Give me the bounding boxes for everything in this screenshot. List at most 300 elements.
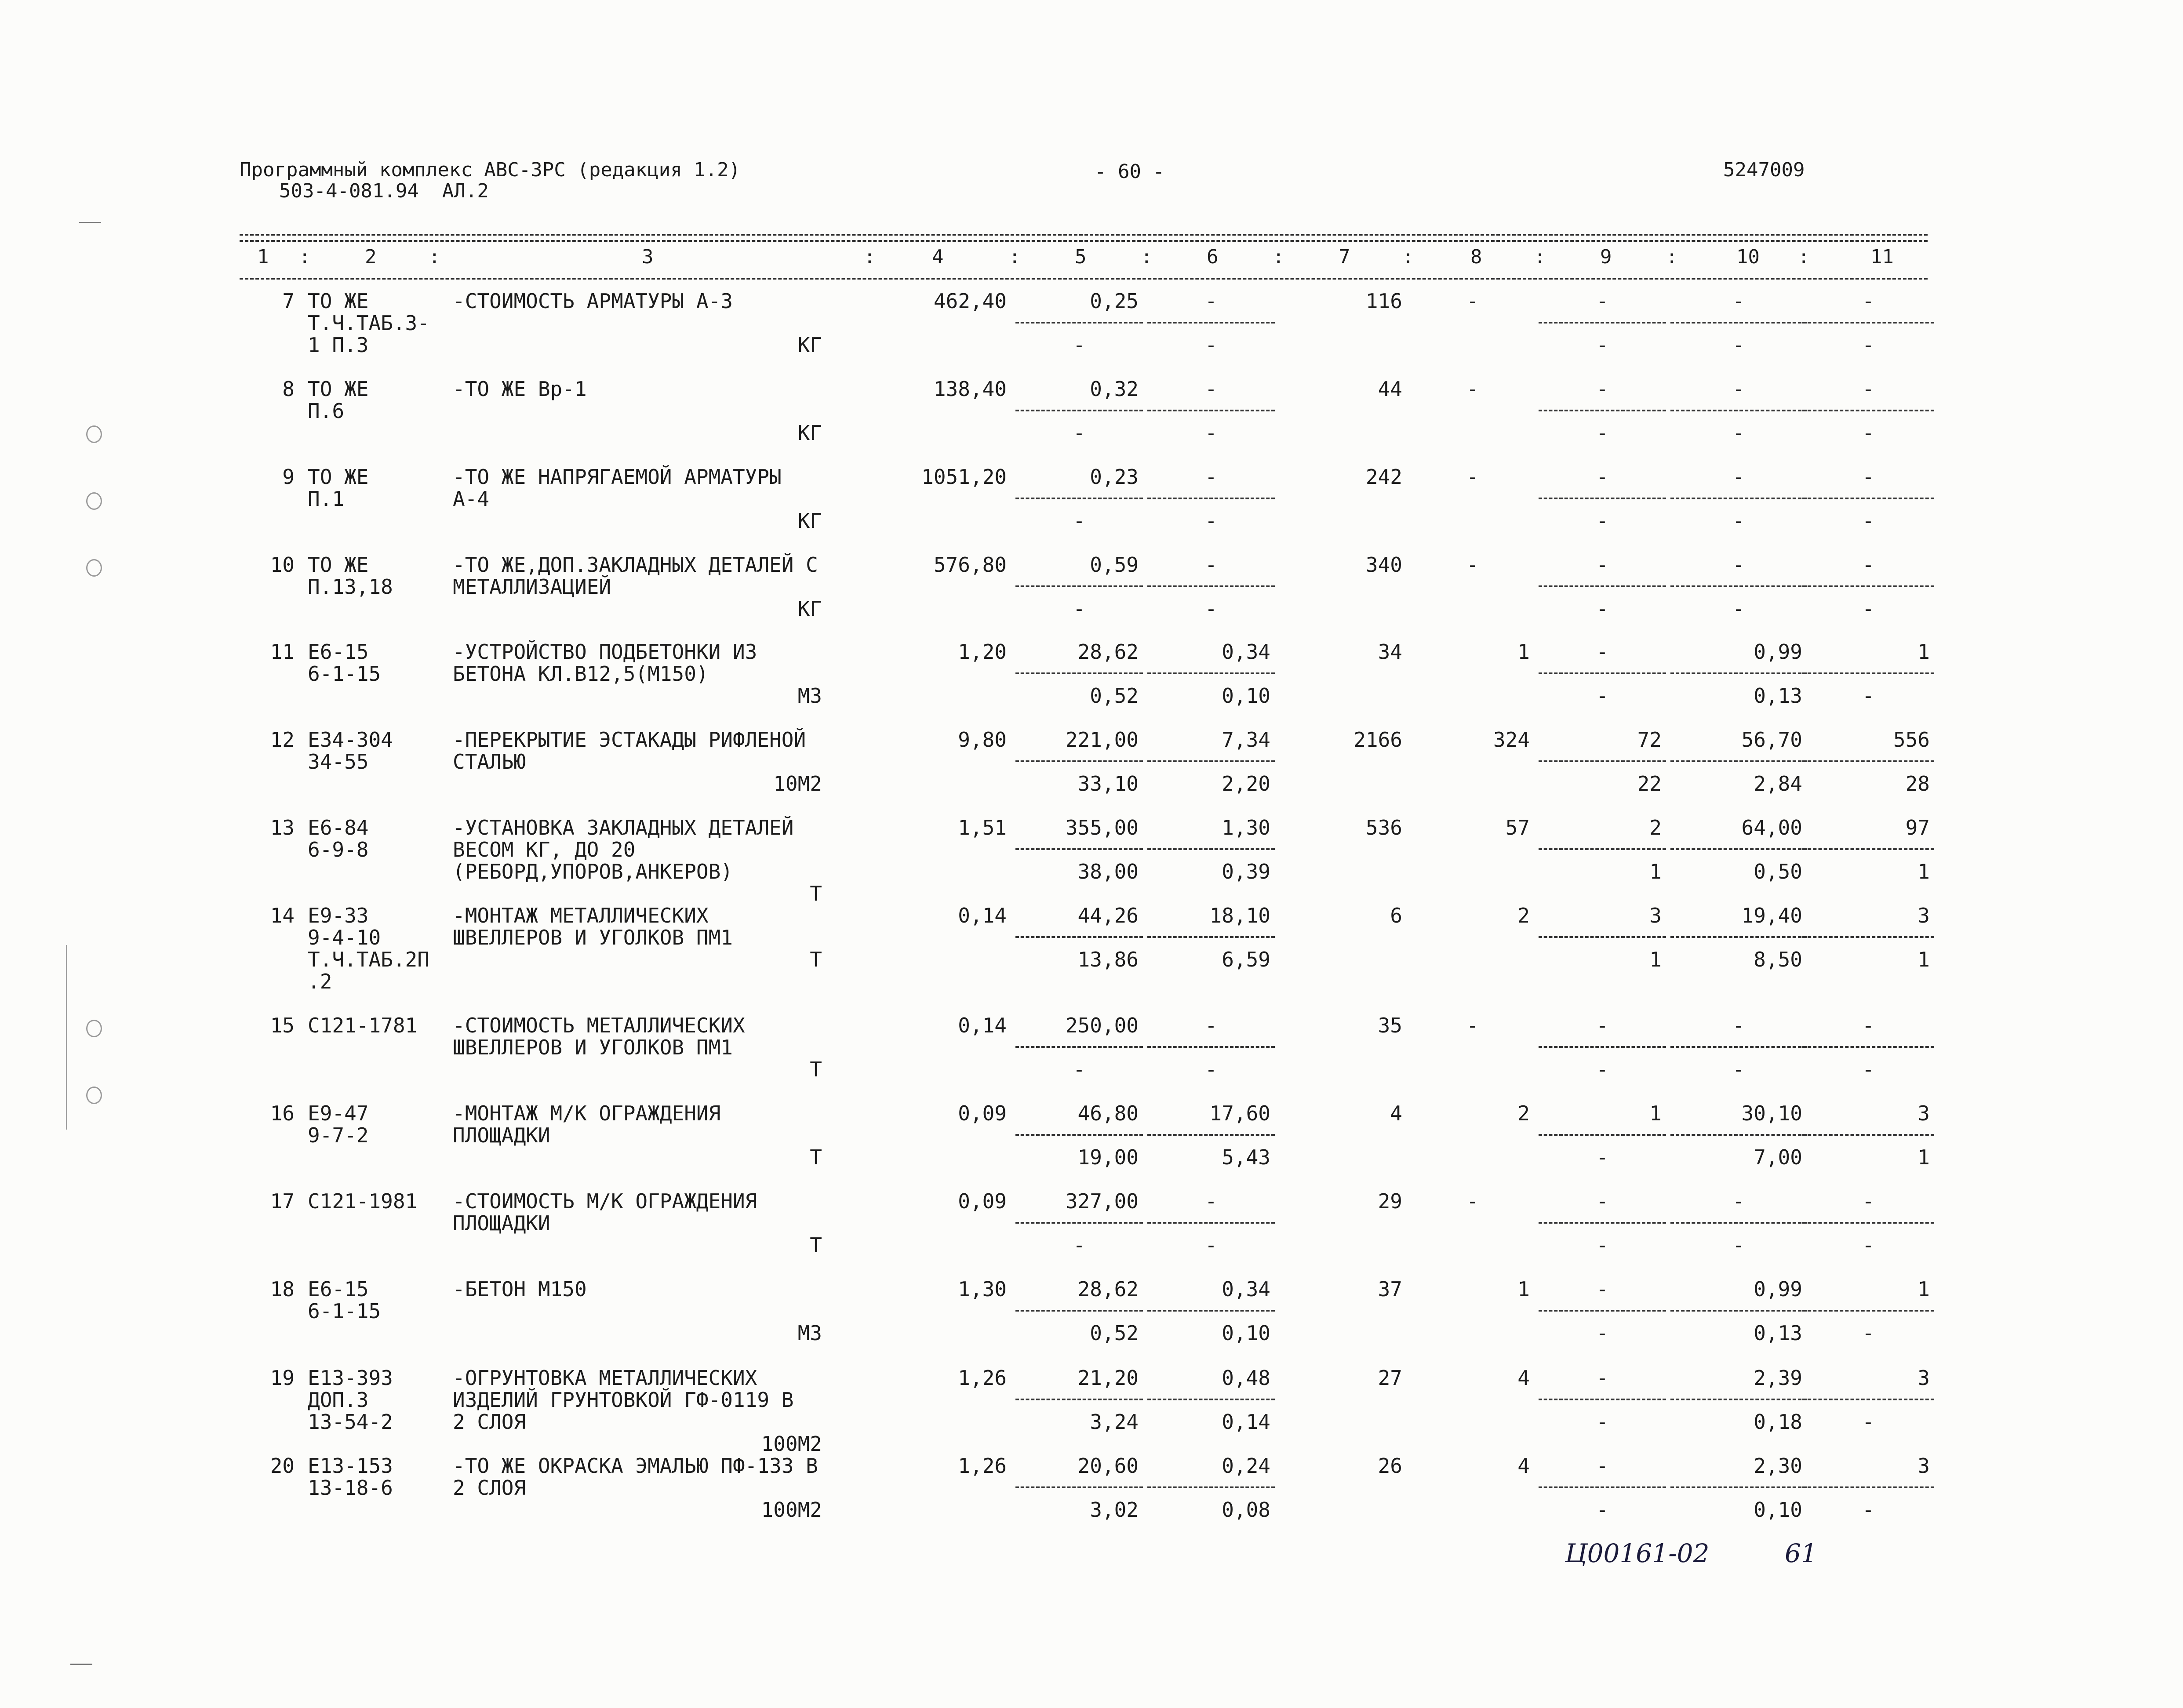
unit-cost-c9a: - bbox=[1596, 377, 1608, 401]
wages-cost: 4 bbox=[1517, 1454, 1530, 1478]
work-description: ИЗДЕЛИЙ ГРУНТОВКОЙ ГФ-0119 В bbox=[453, 1388, 794, 1412]
unit-cost-c5b: 13,86 bbox=[1077, 948, 1139, 971]
normative-code: П.13,18 bbox=[308, 575, 393, 599]
work-description: -ОГРУНТОВКА МЕТАЛЛИЧЕСКИХ bbox=[453, 1366, 757, 1390]
row-number: 18 bbox=[270, 1277, 295, 1301]
normative-code: Т.Ч.ТАБ.3- bbox=[308, 311, 429, 335]
subtotal-divider bbox=[1539, 1486, 1666, 1488]
unit-cost-c10a: - bbox=[1732, 1014, 1745, 1037]
unit-cost-c10b: - bbox=[1732, 509, 1745, 533]
unit-cost-c9b: - bbox=[1596, 1410, 1608, 1434]
unit-cost-c11a: - bbox=[1862, 289, 1874, 313]
subtotal-divider bbox=[1670, 848, 1807, 850]
unit-cost-c9a: - bbox=[1596, 289, 1608, 313]
normative-code: ДОП.3 bbox=[308, 1388, 369, 1412]
work-description: -ТО ЖЕ НАПРЯГАЕМОЙ АРМАТУРЫ bbox=[453, 465, 782, 489]
normative-code: Е13-393 bbox=[308, 1366, 393, 1390]
quantity: 0,09 bbox=[958, 1101, 1007, 1125]
work-description: ШВЕЛЛЕРОВ И УГОЛКОВ ПМ1 bbox=[453, 926, 733, 949]
unit-cost-c11b: - bbox=[1862, 597, 1874, 621]
subtotal-divider bbox=[1802, 672, 1934, 674]
unit-cost-c9b: - bbox=[1596, 1498, 1608, 1522]
total-cost: 35 bbox=[1378, 1014, 1402, 1037]
unit-cost-c11b: - bbox=[1862, 1410, 1874, 1434]
subtotal-divider bbox=[1539, 1222, 1666, 1224]
column-separator: : bbox=[299, 246, 311, 268]
unit-cost-c11a: 3 bbox=[1917, 904, 1930, 927]
wages-cost: 1 bbox=[1517, 640, 1530, 664]
subtotal-divider bbox=[1147, 936, 1275, 938]
unit-cost-c9b: - bbox=[1596, 1058, 1608, 1081]
unit-cost-c10b: - bbox=[1732, 421, 1745, 445]
quantity: 576,80 bbox=[933, 553, 1007, 577]
unit-cost-c10a: 30,10 bbox=[1741, 1101, 1802, 1125]
wages-cost: - bbox=[1466, 289, 1479, 313]
subtotal-divider bbox=[1802, 1046, 1934, 1048]
normative-code: 13-18-6 bbox=[308, 1476, 393, 1500]
unit-cost-c10a: - bbox=[1732, 377, 1745, 401]
subtotal-divider bbox=[1015, 1399, 1143, 1400]
unit-cost-c6b: 5,43 bbox=[1222, 1145, 1270, 1169]
unit-cost-c9b: - bbox=[1596, 333, 1608, 357]
unit-cost-c5b: - bbox=[1073, 333, 1085, 357]
total-cost: 27 bbox=[1378, 1366, 1402, 1390]
normative-code: ТО ЖЕ bbox=[308, 553, 369, 577]
subtotal-divider bbox=[1015, 498, 1143, 499]
total-cost: 44 bbox=[1378, 377, 1402, 401]
row-number: 7 bbox=[282, 289, 295, 313]
unit-cost-c9a: - bbox=[1596, 465, 1608, 489]
header-rule-bottom bbox=[240, 278, 1928, 280]
subtotal-divider bbox=[1015, 1222, 1143, 1224]
unit-cost-c6a: - bbox=[1205, 289, 1217, 313]
quantity: 1,30 bbox=[958, 1277, 1007, 1301]
subtotal-divider bbox=[1539, 760, 1666, 762]
total-cost: 242 bbox=[1365, 465, 1402, 489]
row-number: 19 bbox=[270, 1366, 295, 1390]
row-number: 12 bbox=[270, 728, 295, 752]
unit-cost-c6a: 18,10 bbox=[1209, 904, 1270, 927]
unit-cost-c10a: 64,00 bbox=[1741, 816, 1802, 839]
work-description: -ТО ЖЕ Вр-1 bbox=[453, 377, 587, 401]
unit-cost-c10a: - bbox=[1732, 289, 1745, 313]
unit-cost-c10b: - bbox=[1732, 1058, 1745, 1081]
subtotal-divider bbox=[1539, 410, 1666, 411]
column-separator: : bbox=[1009, 246, 1021, 268]
unit-cost-c10a: - bbox=[1732, 1189, 1745, 1213]
normative-code: С121-1781 bbox=[308, 1014, 418, 1037]
subtotal-divider bbox=[1670, 585, 1807, 587]
page-number: - 60 - bbox=[1095, 160, 1164, 183]
subtotal-divider bbox=[1670, 498, 1807, 499]
unit-cost-c11a: - bbox=[1862, 377, 1874, 401]
work-description: -СТОИМОСТЬ АРМАТУРЫ А-3 bbox=[453, 289, 733, 313]
column-separator: : bbox=[1141, 246, 1153, 268]
margin-tick bbox=[70, 1664, 92, 1665]
margin-line bbox=[66, 945, 67, 1130]
work-description: -МОНТАЖ М/К ОГРАЖДЕНИЯ bbox=[453, 1101, 721, 1125]
quantity: 1,51 bbox=[958, 816, 1007, 839]
wages-cost: 2 bbox=[1517, 1101, 1530, 1125]
unit-of-measure: КГ bbox=[797, 509, 822, 533]
unit-cost-c11a: - bbox=[1862, 1014, 1874, 1037]
total-cost: 6 bbox=[1390, 904, 1402, 927]
subtotal-divider bbox=[1147, 1046, 1275, 1048]
unit-cost-c11b: - bbox=[1862, 1058, 1874, 1081]
column-header-5: 5 bbox=[1075, 246, 1087, 268]
unit-cost-c10a: 56,70 bbox=[1741, 728, 1802, 752]
row-number: 11 bbox=[270, 640, 295, 664]
work-description: МЕТАЛЛИЗАЦИЕЙ bbox=[453, 575, 611, 599]
unit-cost-c5a: 20,60 bbox=[1077, 1454, 1139, 1478]
unit-cost-c5b: 0,52 bbox=[1090, 1321, 1139, 1345]
unit-of-measure: 100М2 bbox=[761, 1432, 822, 1456]
subtotal-divider bbox=[1015, 672, 1143, 674]
subtotal-divider bbox=[1670, 1222, 1807, 1224]
unit-cost-c9b: 1 bbox=[1649, 860, 1662, 883]
normative-code: 6-1-15 bbox=[308, 662, 381, 686]
subtotal-divider bbox=[1802, 1310, 1934, 1312]
quantity: 462,40 bbox=[933, 289, 1007, 313]
unit-cost-c6b: 2,20 bbox=[1222, 772, 1270, 796]
subtotal-divider bbox=[1015, 322, 1143, 323]
total-cost: 2166 bbox=[1353, 728, 1402, 752]
unit-cost-c9a: - bbox=[1596, 1014, 1608, 1037]
normative-code: 13-54-2 bbox=[308, 1410, 393, 1434]
subtotal-divider bbox=[1802, 322, 1934, 323]
unit-cost-c5b: 3,02 bbox=[1090, 1498, 1139, 1522]
unit-cost-c6b: 0,14 bbox=[1222, 1410, 1270, 1434]
subtotal-divider bbox=[1147, 585, 1275, 587]
unit-cost-c9b: 22 bbox=[1637, 772, 1662, 796]
unit-cost-c5a: 28,62 bbox=[1077, 1277, 1139, 1301]
subtotal-divider bbox=[1802, 498, 1934, 499]
unit-cost-c5a: 44,26 bbox=[1077, 904, 1139, 927]
unit-cost-c6a: 0,34 bbox=[1222, 640, 1270, 664]
unit-cost-c6b: 0,39 bbox=[1222, 860, 1270, 883]
column-header-2: 2 bbox=[365, 246, 377, 268]
unit-cost-c6a: - bbox=[1205, 553, 1217, 577]
unit-cost-c9a: - bbox=[1596, 640, 1608, 664]
unit-of-measure: 10М2 bbox=[773, 772, 822, 796]
column-separator: : bbox=[1798, 246, 1810, 268]
work-description: -УСТРОЙСТВО ПОДБЕТОНКИ ИЗ bbox=[453, 640, 757, 664]
wages-cost: - bbox=[1466, 1014, 1479, 1037]
work-description: 2 СЛОЯ bbox=[453, 1476, 526, 1500]
subtotal-divider bbox=[1147, 1399, 1275, 1400]
subtotal-divider bbox=[1802, 848, 1934, 850]
work-description: (РЕБОРД,УПОРОВ,АНКЕРОВ) bbox=[453, 860, 733, 883]
wages-cost: - bbox=[1466, 1189, 1479, 1213]
wages-cost: 4 bbox=[1517, 1366, 1530, 1390]
quantity: 9,80 bbox=[958, 728, 1007, 752]
subtotal-divider bbox=[1147, 1134, 1275, 1136]
unit-cost-c6b: - bbox=[1205, 597, 1217, 621]
row-number: 10 bbox=[270, 553, 295, 577]
subtotal-divider bbox=[1147, 1486, 1275, 1488]
unit-cost-c6a: 17,60 bbox=[1209, 1101, 1270, 1125]
work-description: -ТО ЖЕ ОКРАСКА ЭМАЛЬЮ ПФ-133 В bbox=[453, 1454, 818, 1478]
work-description: ПЛОЩАДКИ bbox=[453, 1211, 550, 1235]
normative-code: Е9-33 bbox=[308, 904, 369, 927]
work-description: -СТОИМОСТЬ М/К ОГРАЖДЕНИЯ bbox=[453, 1189, 757, 1213]
unit-cost-c10b: 0,13 bbox=[1754, 684, 1802, 708]
subtotal-divider bbox=[1670, 760, 1807, 762]
column-header-8: 8 bbox=[1470, 246, 1482, 268]
unit-cost-c9b: - bbox=[1596, 421, 1608, 445]
unit-cost-c5a: 327,00 bbox=[1065, 1189, 1139, 1213]
header-rule-top-2 bbox=[240, 240, 1928, 242]
unit-cost-c11b: - bbox=[1862, 509, 1874, 533]
subtotal-divider bbox=[1670, 1399, 1807, 1400]
unit-cost-c10a: 0,99 bbox=[1754, 1277, 1802, 1301]
unit-cost-c6b: 0,08 bbox=[1222, 1498, 1270, 1522]
subtotal-divider bbox=[1147, 322, 1275, 323]
unit-cost-c10b: 0,50 bbox=[1754, 860, 1802, 883]
subtotal-divider bbox=[1802, 585, 1934, 587]
wages-cost: 57 bbox=[1505, 816, 1530, 839]
subtotal-divider bbox=[1670, 1046, 1807, 1048]
subtotal-divider bbox=[1670, 410, 1807, 411]
unit-cost-c10b: 0,13 bbox=[1754, 1321, 1802, 1345]
unit-cost-c9b: - bbox=[1596, 1145, 1608, 1169]
subtotal-divider bbox=[1539, 585, 1666, 587]
quantity: 0,14 bbox=[958, 1014, 1007, 1037]
subtotal-divider bbox=[1147, 848, 1275, 850]
subtotal-divider bbox=[1147, 1310, 1275, 1312]
work-description: А-4 bbox=[453, 487, 490, 511]
normative-code: ТО ЖЕ bbox=[308, 377, 369, 401]
unit-cost-c6b: 0,10 bbox=[1222, 1321, 1270, 1345]
unit-cost-c6a: - bbox=[1205, 1014, 1217, 1037]
unit-cost-c5a: 0,25 bbox=[1090, 289, 1139, 313]
unit-cost-c10b: - bbox=[1732, 333, 1745, 357]
subtotal-divider bbox=[1802, 1399, 1934, 1400]
subtotal-divider bbox=[1015, 1046, 1143, 1048]
unit-cost-c5a: 0,23 bbox=[1090, 465, 1139, 489]
unit-cost-c10b: 8,50 bbox=[1754, 948, 1802, 971]
unit-cost-c6a: 7,34 bbox=[1222, 728, 1270, 752]
unit-cost-c10b: 0,18 bbox=[1754, 1410, 1802, 1434]
column-separator: : bbox=[1534, 246, 1546, 268]
unit-cost-c10b: - bbox=[1732, 1233, 1745, 1257]
normative-code: ТО ЖЕ bbox=[308, 289, 369, 313]
unit-of-measure: Т bbox=[810, 1145, 822, 1169]
unit-cost-c11a: 3 bbox=[1917, 1366, 1930, 1390]
unit-cost-c6b: 0,10 bbox=[1222, 684, 1270, 708]
unit-cost-c10b: 0,10 bbox=[1754, 1498, 1802, 1522]
unit-cost-c5b: 19,00 bbox=[1077, 1145, 1139, 1169]
work-description: -СТОИМОСТЬ МЕТАЛЛИЧЕСКИХ bbox=[453, 1014, 745, 1037]
unit-cost-c10a: - bbox=[1732, 465, 1745, 489]
unit-of-measure: Т bbox=[810, 948, 822, 971]
unit-cost-c5a: 221,00 bbox=[1065, 728, 1139, 752]
subtotal-divider bbox=[1015, 936, 1143, 938]
unit-cost-c5b: 38,00 bbox=[1077, 860, 1139, 883]
unit-cost-c6a: - bbox=[1205, 465, 1217, 489]
total-cost: 37 bbox=[1378, 1277, 1402, 1301]
subtotal-divider bbox=[1670, 1310, 1807, 1312]
total-cost: 29 bbox=[1378, 1189, 1402, 1213]
unit-cost-c9a: 2 bbox=[1649, 816, 1662, 839]
unit-cost-c5b: - bbox=[1073, 421, 1085, 445]
normative-code: Е34-304 bbox=[308, 728, 393, 752]
unit-cost-c11a: 3 bbox=[1917, 1454, 1930, 1478]
subtotal-divider bbox=[1539, 1399, 1666, 1400]
normative-code: 9-7-2 bbox=[308, 1123, 369, 1147]
unit-cost-c9a: - bbox=[1596, 1366, 1608, 1390]
quantity: 1,26 bbox=[958, 1454, 1007, 1478]
subtotal-divider bbox=[1147, 1222, 1275, 1224]
unit-cost-c9a: 3 bbox=[1649, 904, 1662, 927]
wages-cost: 2 bbox=[1517, 904, 1530, 927]
unit-cost-c9b: - bbox=[1596, 1321, 1608, 1345]
unit-cost-c10b: 2,84 bbox=[1754, 772, 1802, 796]
subtotal-divider bbox=[1147, 410, 1275, 411]
unit-cost-c5b: 3,24 bbox=[1090, 1410, 1139, 1434]
work-description: -БЕТОН М150 bbox=[453, 1277, 587, 1301]
program-title: Программный комплекс АВС-3РС (редакция 1.2) bbox=[240, 159, 741, 181]
subtotal-divider bbox=[1802, 1486, 1934, 1488]
unit-cost-c11a: - bbox=[1862, 1189, 1874, 1213]
margin-tick bbox=[79, 222, 101, 223]
quantity: 1051,20 bbox=[921, 465, 1007, 489]
total-cost: 116 bbox=[1365, 289, 1402, 313]
subtotal-divider bbox=[1802, 1222, 1934, 1224]
subtotal-divider bbox=[1015, 1134, 1143, 1136]
column-header-6: 6 bbox=[1207, 246, 1219, 268]
unit-of-measure: КГ bbox=[797, 421, 822, 445]
normative-code: 6-9-8 bbox=[308, 838, 369, 861]
unit-cost-c11a: 3 bbox=[1917, 1101, 1930, 1125]
unit-cost-c5b: - bbox=[1073, 509, 1085, 533]
subtotal-divider bbox=[1670, 1134, 1807, 1136]
unit-of-measure: Т bbox=[810, 882, 822, 905]
column-separator: : bbox=[429, 246, 440, 268]
subtotal-divider bbox=[1670, 322, 1807, 323]
quantity: 1,26 bbox=[958, 1366, 1007, 1390]
unit-cost-c5a: 355,00 bbox=[1065, 816, 1139, 839]
unit-cost-c9a: - bbox=[1596, 1277, 1608, 1301]
unit-cost-c5b: - bbox=[1073, 597, 1085, 621]
column-header-10: 10 bbox=[1736, 246, 1760, 268]
subtotal-divider bbox=[1670, 936, 1807, 938]
unit-cost-c6b: - bbox=[1205, 333, 1217, 357]
total-cost: 34 bbox=[1378, 640, 1402, 664]
subtotal-divider bbox=[1015, 410, 1143, 411]
column-header-4: 4 bbox=[932, 246, 944, 268]
normative-code: 9-4-10 bbox=[308, 926, 381, 949]
unit-of-measure: Т bbox=[810, 1233, 822, 1257]
column-separator: : bbox=[1402, 246, 1414, 268]
unit-cost-c9b: - bbox=[1596, 684, 1608, 708]
subtotal-divider bbox=[1539, 498, 1666, 499]
subtotal-divider bbox=[1670, 1486, 1807, 1488]
work-description: ШВЕЛЛЕРОВ И УГОЛКОВ ПМ1 bbox=[453, 1036, 733, 1059]
normative-code: С121-1981 bbox=[308, 1189, 418, 1213]
unit-of-measure: КГ bbox=[797, 333, 822, 357]
subtotal-divider bbox=[1539, 1046, 1666, 1048]
normative-code: Е9-47 bbox=[308, 1101, 369, 1125]
project-code: 503-4-081.94 АЛ.2 bbox=[279, 180, 489, 202]
normative-code: П.6 bbox=[308, 399, 345, 423]
unit-cost-c9a: - bbox=[1596, 1454, 1608, 1478]
work-description: -МОНТАЖ МЕТАЛЛИЧЕСКИХ bbox=[453, 904, 709, 927]
column-separator: : bbox=[1666, 246, 1678, 268]
column-header-11: 11 bbox=[1870, 246, 1894, 268]
document-code: 5247009 bbox=[1723, 159, 1805, 181]
unit-cost-c11b: - bbox=[1862, 1498, 1874, 1522]
subtotal-divider bbox=[1539, 1310, 1666, 1312]
subtotal-divider bbox=[1015, 848, 1143, 850]
subtotal-divider bbox=[1147, 760, 1275, 762]
quantity: 0,14 bbox=[958, 904, 1007, 927]
unit-cost-c9b: - bbox=[1596, 1233, 1608, 1257]
wages-cost: - bbox=[1466, 553, 1479, 577]
unit-cost-c11b: - bbox=[1862, 684, 1874, 708]
unit-cost-c10a: 19,40 bbox=[1741, 904, 1802, 927]
total-cost: 340 bbox=[1365, 553, 1402, 577]
unit-cost-c10a: 2,30 bbox=[1754, 1454, 1802, 1478]
subtotal-divider bbox=[1670, 672, 1807, 674]
unit-cost-c9b: - bbox=[1596, 509, 1608, 533]
unit-cost-c11b: - bbox=[1862, 1321, 1874, 1345]
unit-cost-c5a: 0,59 bbox=[1090, 553, 1139, 577]
normative-code: 6-1-15 bbox=[308, 1299, 381, 1323]
unit-cost-c6b: - bbox=[1205, 1058, 1217, 1081]
unit-cost-c11b: - bbox=[1862, 333, 1874, 357]
unit-cost-c11b: 1 bbox=[1917, 860, 1930, 883]
header-rule-top bbox=[240, 234, 1928, 236]
unit-cost-c6b: 6,59 bbox=[1222, 948, 1270, 971]
unit-cost-c11b: - bbox=[1862, 421, 1874, 445]
wages-cost: - bbox=[1466, 377, 1479, 401]
normative-code: Е6-15 bbox=[308, 1277, 369, 1301]
subtotal-divider bbox=[1539, 672, 1666, 674]
subtotal-divider bbox=[1015, 1486, 1143, 1488]
unit-of-measure: КГ bbox=[797, 597, 822, 621]
normative-code: 34-55 bbox=[308, 750, 369, 774]
unit-cost-c9b: - bbox=[1596, 597, 1608, 621]
column-header-3: 3 bbox=[642, 246, 654, 268]
unit-cost-c5a: 46,80 bbox=[1077, 1101, 1139, 1125]
unit-cost-c11b: - bbox=[1862, 1233, 1874, 1257]
unit-of-measure: 100М2 bbox=[761, 1498, 822, 1522]
subtotal-divider bbox=[1802, 760, 1934, 762]
subtotal-divider bbox=[1015, 1310, 1143, 1312]
unit-cost-c5a: 0,32 bbox=[1090, 377, 1139, 401]
handwritten-code: Ц00161-02 bbox=[1565, 1538, 1710, 1568]
unit-cost-c5b: 0,52 bbox=[1090, 684, 1139, 708]
unit-cost-c6b: - bbox=[1205, 1233, 1217, 1257]
normative-code: Т.Ч.ТАБ.2П bbox=[308, 948, 429, 971]
row-number: 15 bbox=[270, 1014, 295, 1037]
column-separator: : bbox=[864, 246, 876, 268]
unit-cost-c11a: - bbox=[1862, 465, 1874, 489]
unit-of-measure: М3 bbox=[797, 1321, 822, 1345]
normative-code: П.1 bbox=[308, 487, 345, 511]
work-description: ПЛОЩАДКИ bbox=[453, 1123, 550, 1147]
unit-cost-c10b: - bbox=[1732, 597, 1745, 621]
work-description: ВЕСОМ КГ, ДО 20 bbox=[453, 838, 636, 861]
normative-code: Е6-84 bbox=[308, 816, 369, 839]
quantity: 138,40 bbox=[933, 377, 1007, 401]
unit-cost-c5b: - bbox=[1073, 1058, 1085, 1081]
unit-cost-c11a: 97 bbox=[1905, 816, 1930, 839]
unit-cost-c11a: - bbox=[1862, 553, 1874, 577]
subtotal-divider bbox=[1802, 410, 1934, 411]
column-header-9: 9 bbox=[1600, 246, 1612, 268]
